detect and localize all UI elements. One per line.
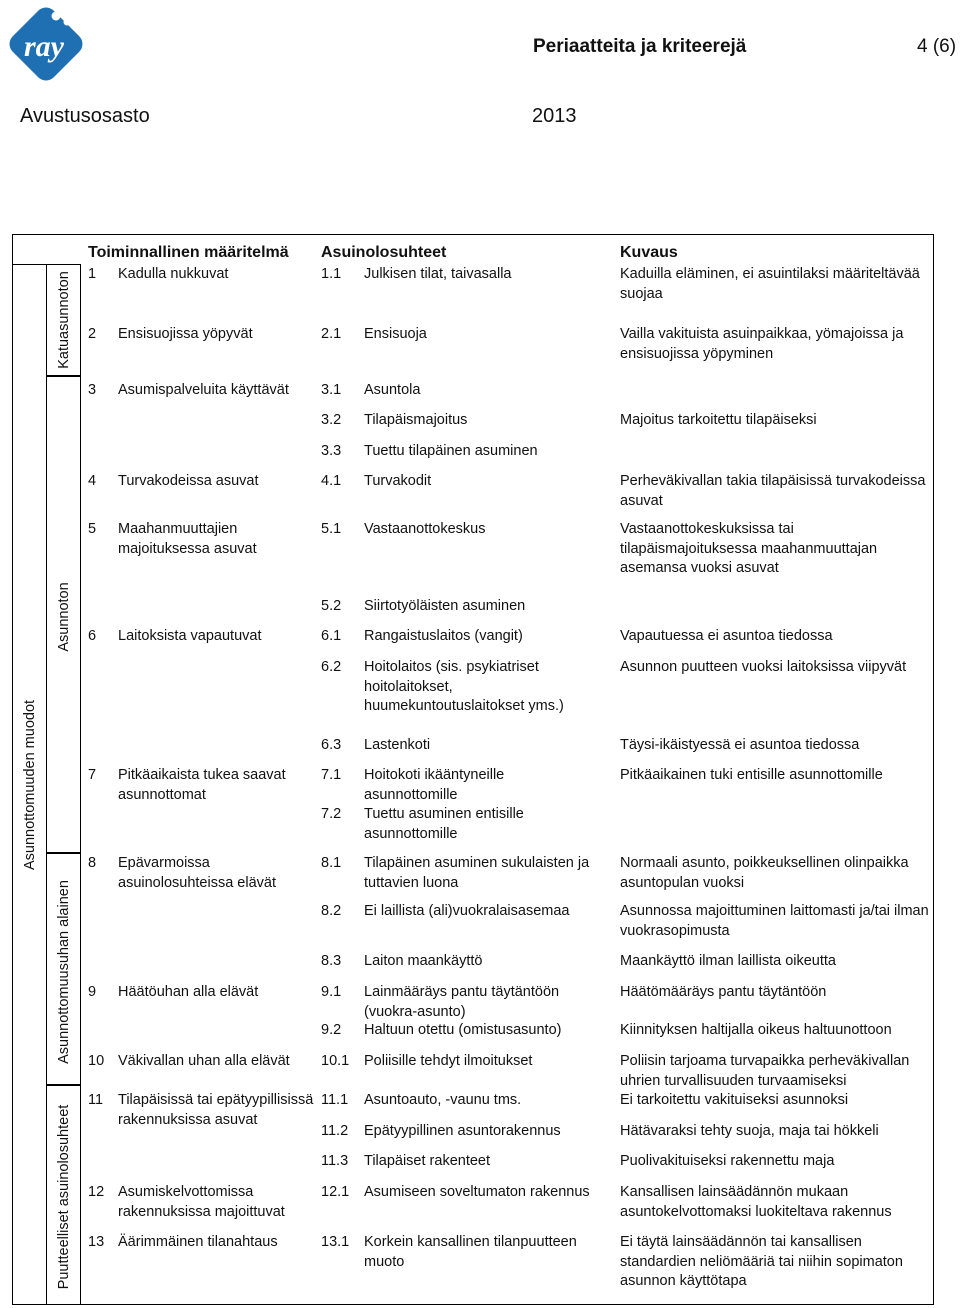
row-condition: Epätyypillinen asuntorakennus (364, 1123, 561, 1139)
row-description: Asunnon puutteen vuoksi laitoksissa viipyvät (620, 659, 907, 675)
row-description: Maankäyttö ilman laillista oikeutta (620, 953, 836, 969)
row-condition: Rangaistuslaitos (vangit) (364, 628, 523, 644)
logo-text: ray (24, 30, 64, 63)
row-number: 5 (88, 521, 97, 537)
row-number: 7 (88, 767, 97, 783)
row-condition: Tuettu asuminen entisille asunnottomille (364, 806, 524, 842)
row-number: 13 (88, 1234, 105, 1250)
row-type: Asumiskelvottomissa rakennuksissa majoittuvat (118, 1184, 285, 1220)
page-number: 4 (6) (917, 36, 957, 57)
row-subnumber: 10.1 (321, 1053, 350, 1069)
row-subnumber: 5.1 (321, 521, 342, 537)
row-condition: Haltuun otettu (omistusasunto) (364, 1022, 562, 1038)
row-subnumber: 1.1 (321, 266, 342, 282)
row-number: 6 (88, 628, 97, 644)
row-description: Hätävaraksi tehty suoja, maja tai hökkeli (620, 1123, 879, 1139)
row-condition: Siirtotyöläisten asuminen (364, 598, 526, 614)
row-number: 8 (88, 855, 97, 871)
row-type: Maahanmuuttajien majoituksessa asuvat (118, 521, 257, 557)
row-subnumber: 11.1 (321, 1092, 349, 1108)
row-type: Ensisuojissa yöpyvät (118, 326, 253, 342)
side-label-puutteelliset: Puutteelliset asuinolosuhteet (56, 1104, 72, 1290)
row-subnumber: 2.1 (321, 326, 342, 342)
row-description: Puolivakituiseksi rakennettu maja (620, 1153, 835, 1169)
row-subnumber: 7.2 (321, 806, 342, 822)
row-condition: Lastenkoti (364, 737, 431, 753)
row-subnumber: 8.2 (321, 903, 342, 919)
row-type: Kadulla nukkuvat (118, 266, 229, 282)
row-type: Turvakodeissa asuvat (118, 473, 259, 489)
row-condition: Ensisuoja (364, 326, 427, 342)
side-label-uhka: Asunnottomuusuhan alainen (56, 880, 72, 1064)
row-number: 12 (88, 1184, 105, 1200)
row-condition: Tilapäiset rakenteet (364, 1153, 491, 1169)
row-subnumber: 6.3 (321, 737, 342, 753)
side-label-asunnoton: Asunnoton (56, 582, 72, 652)
row-condition: Hoitokoti ikääntyneille asunnottomille (364, 767, 505, 803)
row-description: Pitkäaikainen tuki entisille asunnottomille (620, 767, 883, 783)
row-description: Kansallisen lainsäädännön mukaan asuntokelvottomaksi luokiteltava rakennus (620, 1184, 892, 1220)
row-description: Vapautuessa ei asuntoa tiedossa (620, 628, 833, 644)
row-description: Häätömääräys pantu täytäntöön (620, 984, 827, 1000)
row-description: Vastaanottokeskuksissa tai tilapäismajoituksessa maahanmuuttajan asemansa vuoksi asuvat (620, 521, 878, 576)
department: Avustusosasto (20, 105, 150, 127)
row-subnumber: 11.3 (321, 1153, 349, 1169)
row-condition: Asuntoauto, -vaunu tms. (364, 1092, 522, 1108)
row-number: 11 (88, 1092, 104, 1108)
row-description: Majoitus tarkoitettu tilapäiseksi (620, 412, 817, 428)
row-condition: Tuettu tilapäinen asuminen (364, 443, 538, 459)
row-subnumber: 7.1 (321, 767, 342, 783)
row-description: Täysi-ikäistyessä ei asuntoa tiedossa (620, 737, 860, 753)
row-subnumber: 9.2 (321, 1022, 342, 1038)
row-condition: Ei laillista (ali)vuokralaisasemaa (364, 903, 570, 919)
row-condition: Tilapäismajoitus (364, 412, 468, 428)
row-number: 1 (88, 266, 97, 282)
row-subnumber: 3.1 (321, 382, 342, 398)
row-condition: Asumiseen soveltumaton rakennus (364, 1184, 590, 1200)
row-subnumber: 6.2 (321, 659, 342, 675)
row-subnumber: 9.1 (321, 984, 342, 1000)
row-condition: Laiton maankäyttö (364, 953, 483, 969)
row-subnumber: 12.1 (321, 1184, 350, 1200)
row-condition: Korkein kansallinen tilanpuutteen muoto (364, 1234, 577, 1270)
row-number: 4 (88, 473, 97, 489)
row-condition: Asuntola (364, 382, 421, 398)
row-description: Perheväkivallan takia tilapäisissä turvakodeissa asuvat (620, 473, 926, 509)
row-subnumber: 8.3 (321, 953, 342, 969)
row-condition: Turvakodit (364, 473, 432, 489)
row-subnumber: 8.1 (321, 855, 342, 871)
row-description: Asunnossa majoittuminen laittomasti ja/tai ilman vuokrasopimusta (620, 903, 929, 939)
row-description: Ei täytä lainsäädännön tai kansallisen standardien neliömääriä tai niihin sopimaton asunnon käyttötapa (620, 1234, 903, 1289)
row-description: Kiinnityksen haltijalla oikeus haltuunottoon (620, 1022, 892, 1038)
row-condition: Vastaanottokeskus (364, 521, 486, 537)
row-description: Ei tarkoitettu vakituiseksi asunnoksi (620, 1092, 849, 1108)
row-subnumber: 3.3 (321, 443, 342, 459)
header-asuinolosuhteet: Asuinolosuhteet (321, 244, 447, 261)
document-title: Periaatteita ja kriteerejä (533, 36, 747, 57)
row-subnumber: 4.1 (321, 473, 342, 489)
row-description: Kaduilla eläminen, ei asuintilaksi määriteltävää suojaa (620, 266, 920, 302)
row-number: 10 (88, 1053, 105, 1069)
row-type: Häätöuhan alla elävät (118, 984, 259, 1000)
row-description: Poliisin tarjoama turvapaikka perheväkivallan uhrien turvallisuuden turvaamiseksi (620, 1053, 910, 1089)
row-subnumber: 13.1 (321, 1234, 350, 1250)
ray-logo (4, 2, 88, 86)
row-subnumber: 11.2 (321, 1123, 349, 1139)
row-type: Epävarmoissa asuinolosuhteissa elävät (118, 855, 276, 891)
row-type: Äärimmäinen tilanahtaus (118, 1234, 278, 1250)
row-number: 9 (88, 984, 97, 1000)
row-type: Asumispalveluita käyttävät (118, 382, 289, 398)
row-type: Tilapäisissä tai epätyypillisissä rakennuksissa asuvat (118, 1092, 314, 1128)
row-description: Vailla vakituista asuinpaikkaa, yömajoissa ja ensisuojissa yöpyminen (620, 326, 904, 362)
row-condition: Hoitolaitos (sis. psykiatriset hoitolaitokset, huumekuntoutuslaitokset yms.) (364, 659, 564, 714)
row-type: Väkivallan uhan alla elävät (118, 1053, 290, 1069)
header-kuvaus: Kuvaus (620, 244, 678, 261)
row-subnumber: 6.1 (321, 628, 342, 644)
side-label-outer: Asunnottomuuden muodot (22, 699, 38, 871)
row-number: 2 (88, 326, 97, 342)
row-number: 3 (88, 382, 97, 398)
row-description: Normaali asunto, poikkeuksellinen olinpaikka asuntopulan vuoksi (620, 855, 909, 891)
header-toiminnallinen: Toiminnallinen määritelmä (88, 244, 289, 261)
row-condition: Poliisille tehdyt ilmoitukset (364, 1053, 533, 1069)
row-subnumber: 3.2 (321, 412, 342, 428)
row-type: Laitoksista vapautuvat (118, 628, 262, 644)
row-condition: Tilapäinen asuminen sukulaisten ja tuttavien luona (364, 855, 590, 891)
row-condition: Julkisen tilat, taivasalla (364, 266, 512, 282)
side-label-katu: Katuasunnoton (56, 271, 72, 369)
row-subnumber: 5.2 (321, 598, 342, 614)
year: 2013 (532, 105, 577, 127)
row-type: Pitkäaikaista tukea saavat asunnottomat (118, 767, 286, 803)
row-condition: Lainmääräys pantu täytäntöön (vuokra-asunto) (364, 984, 560, 1020)
